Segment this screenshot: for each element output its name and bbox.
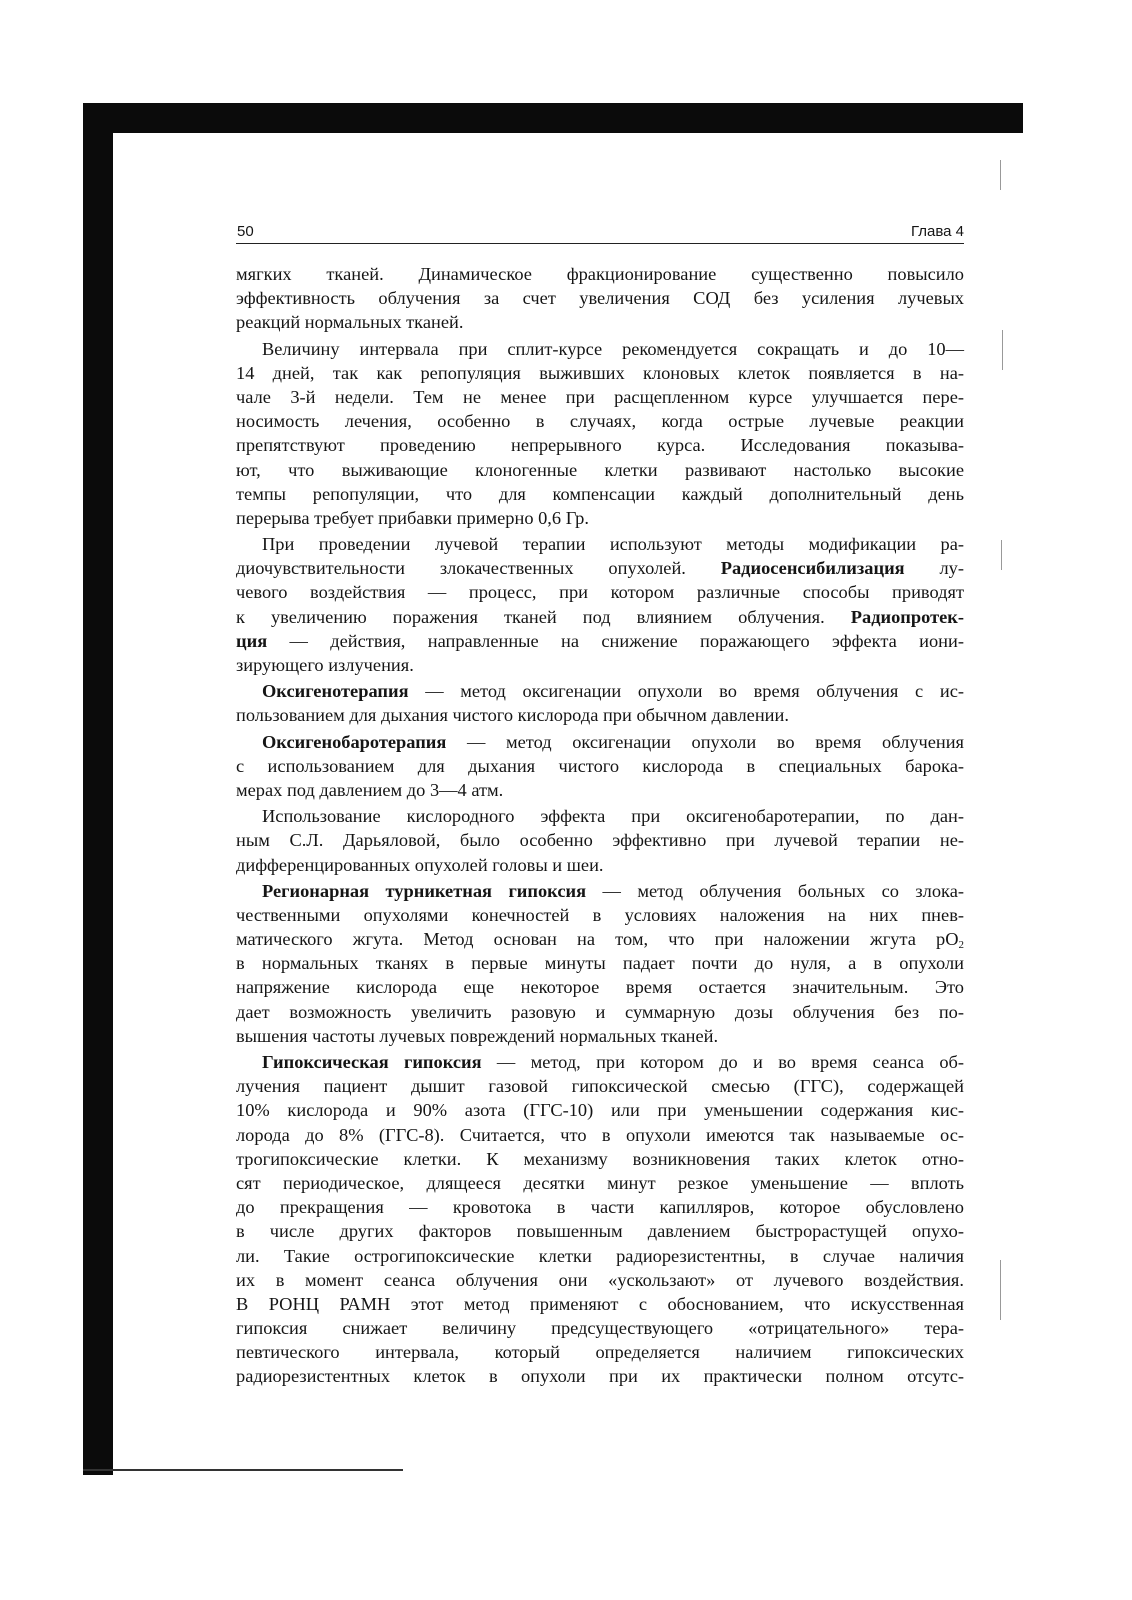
- text-line: радиорезистентных клеток в опухоли при их практически полном отсутс-: [236, 1366, 964, 1387]
- text-line: Использование кислородного эффекта при оксигенобаротерапии, по дан-: [262, 806, 964, 827]
- text-run: диочувствительности злокачественных опухолей.: [236, 558, 686, 579]
- term-radiosensitization: Радиосенсибилизация: [720, 558, 905, 579]
- text-line: чественными опухолями конечностей в условиях наложения на них пнев-: [236, 904, 964, 925]
- text-line: чале 3-й недели. Тем не менее при расщепленном курсе улучшается пере-: [236, 386, 964, 407]
- scan-speck: [1002, 330, 1003, 370]
- text-line: их в момент сеанса облучения они «ускользают» от лучевого воздействия.: [236, 1269, 964, 1290]
- text-line: [236, 629, 964, 653]
- term-oxygenotherapy: Оксигенотерапия: [262, 681, 409, 702]
- text-line: мерах под давлением до 3—4 атм.: [236, 779, 504, 800]
- text-line: ным С.Л. Дарьяловой, было особенно эффективно при лучевой терапии не-: [236, 830, 964, 851]
- text-line: эффективность облучения за счет увеличения СОД без усиления лучевых: [236, 288, 964, 309]
- text-line: напряжение кислорода еще некоторое время остается значительным. Это: [236, 977, 964, 998]
- text-run: — метод оксигенации опухоли во время облучения с ис-: [425, 681, 964, 702]
- text-line: перерыва требует прибавки примерно 0,6 Гр.: [236, 507, 589, 528]
- text-line: дифференцированных опухолей головы и шеи.: [236, 854, 604, 875]
- text-line: дает возможность увеличить разовую и суммарную дозы облучения без по-: [236, 1001, 964, 1022]
- text-line: реакций нормальных тканей.: [236, 312, 464, 333]
- text-line: [236, 730, 964, 754]
- text-line: лучения пациент дышит газовой гипоксической смесью (ГГС), содержащей: [236, 1076, 964, 1097]
- text-line: В РОНЦ РАМН этот метод применяют с обоснованием, что искусственная: [236, 1293, 964, 1314]
- term-oxygenobarotherapy: Оксигенобаротерапия: [262, 731, 447, 752]
- subscript: 2: [958, 939, 964, 952]
- text-line: носимость лечения, особенно в случаях, когда острые лучевые реакции: [236, 411, 964, 432]
- text-line: певтического интервала, который определяется наличием гипоксических: [236, 1342, 964, 1363]
- page-number: 50: [237, 223, 254, 240]
- text-line: в нормальных тканях в первые минуты падает почти до нуля, а в опухоли: [236, 953, 964, 974]
- scan-border-top: [83, 103, 1023, 133]
- text-line: пользованием для дыхания чистого кислорода при обычном давлении.: [236, 705, 789, 726]
- text-run: к увеличению поражения тканей под влиянием облучения.: [236, 606, 825, 627]
- text-line: трогипоксические клетки. К механизму возникновения таких клеток отно-: [236, 1148, 964, 1169]
- text-run: матического жгута. Метод основан на том, что при наложении жгута pO: [236, 929, 959, 950]
- text-run: — метод оксигенации опухоли во время облучения: [466, 731, 964, 752]
- scan-border-bottom: [83, 1469, 403, 1471]
- text-run: лу-: [939, 558, 964, 579]
- text-line: лорода до 8% (ГГС-8). Считается, что в опухоли имеются так называемые ос-: [236, 1124, 964, 1145]
- text-line: ют, что выживающие клоногенные клетки развивают настолько высокие: [236, 459, 964, 480]
- text-line: темпы репопуляции, что для компенсации каждый дополнительный день: [236, 483, 964, 504]
- text-line: чевого воздействия — процесс, при котором различные способы приводят: [236, 582, 964, 603]
- scan-speck: [1000, 1260, 1001, 1320]
- term-radioprotection-end: ция: [236, 630, 268, 651]
- text-run: — действия, направленные на снижение поражающего эффекта иони-: [289, 630, 964, 651]
- text-line: 14 дней, так как репопуляция выживших клоновых клеток появляется в на-: [236, 362, 964, 383]
- text-line: гипоксия снижает величину предсуществующего «отрицательного» тера-: [236, 1318, 964, 1339]
- text-run: — метод облучения больных со злока-: [602, 880, 964, 901]
- page-header: [236, 223, 964, 244]
- text-line: препятствуют проведению непрерывного курса. Исследования показыва-: [236, 435, 964, 456]
- scan-border-left: [83, 103, 113, 1475]
- text-line: [236, 556, 964, 580]
- text-line: в числе других факторов повышенным давлением быстрорастущей опухо-: [236, 1221, 964, 1242]
- text-line: [236, 927, 964, 951]
- text-line: зирующего излучения.: [236, 655, 414, 675]
- text-run: — метод, при котором до и во время сеанса об-: [496, 1052, 964, 1072]
- text-line: [236, 879, 964, 903]
- text-line: до прекращения — кровотока в части капилляров, которое обусловлено: [236, 1197, 964, 1218]
- text-line: с использованием для дыхания чистого кислорода в специальных барока-: [236, 755, 964, 776]
- term-regional-tourniquet-hypoxia: Регионарная турникетная гипоксия: [262, 880, 587, 901]
- term-radioprotection: Радиопротек-: [850, 606, 964, 627]
- chapter-label: Глава 4: [910, 223, 964, 240]
- scan-speck: [1000, 160, 1001, 190]
- text-line: [236, 605, 964, 629]
- text-line: [236, 679, 964, 703]
- text-line: [236, 1050, 964, 1074]
- text-line: вышения частоты лучевых повреждений нормальных тканей.: [236, 1025, 719, 1046]
- text-line: Величину интервала при сплит-курсе рекомендуется сокращать и до 10—: [262, 338, 964, 359]
- text-line: мягких тканей. Динамическое фракционирование существенно повысило: [236, 264, 964, 284]
- scan-speck: [1001, 540, 1002, 570]
- text-line: сят периодическое, длящееся десятки минут резкое уменьшение — вплоть: [236, 1172, 964, 1193]
- text-line: 10% кислорода и 90% азота (ГГС-10) или при уменьшении содержания кис-: [236, 1100, 964, 1121]
- term-hypoxic-hypoxia: Гипоксическая гипоксия: [262, 1052, 482, 1072]
- text-line: ли. Такие острогипоксические клетки радиорезистентны, в случае наличия: [236, 1245, 964, 1266]
- text-line: При проведении лучевой терапии используют методы модификации ра-: [262, 534, 964, 555]
- text-body: [236, 262, 964, 1389]
